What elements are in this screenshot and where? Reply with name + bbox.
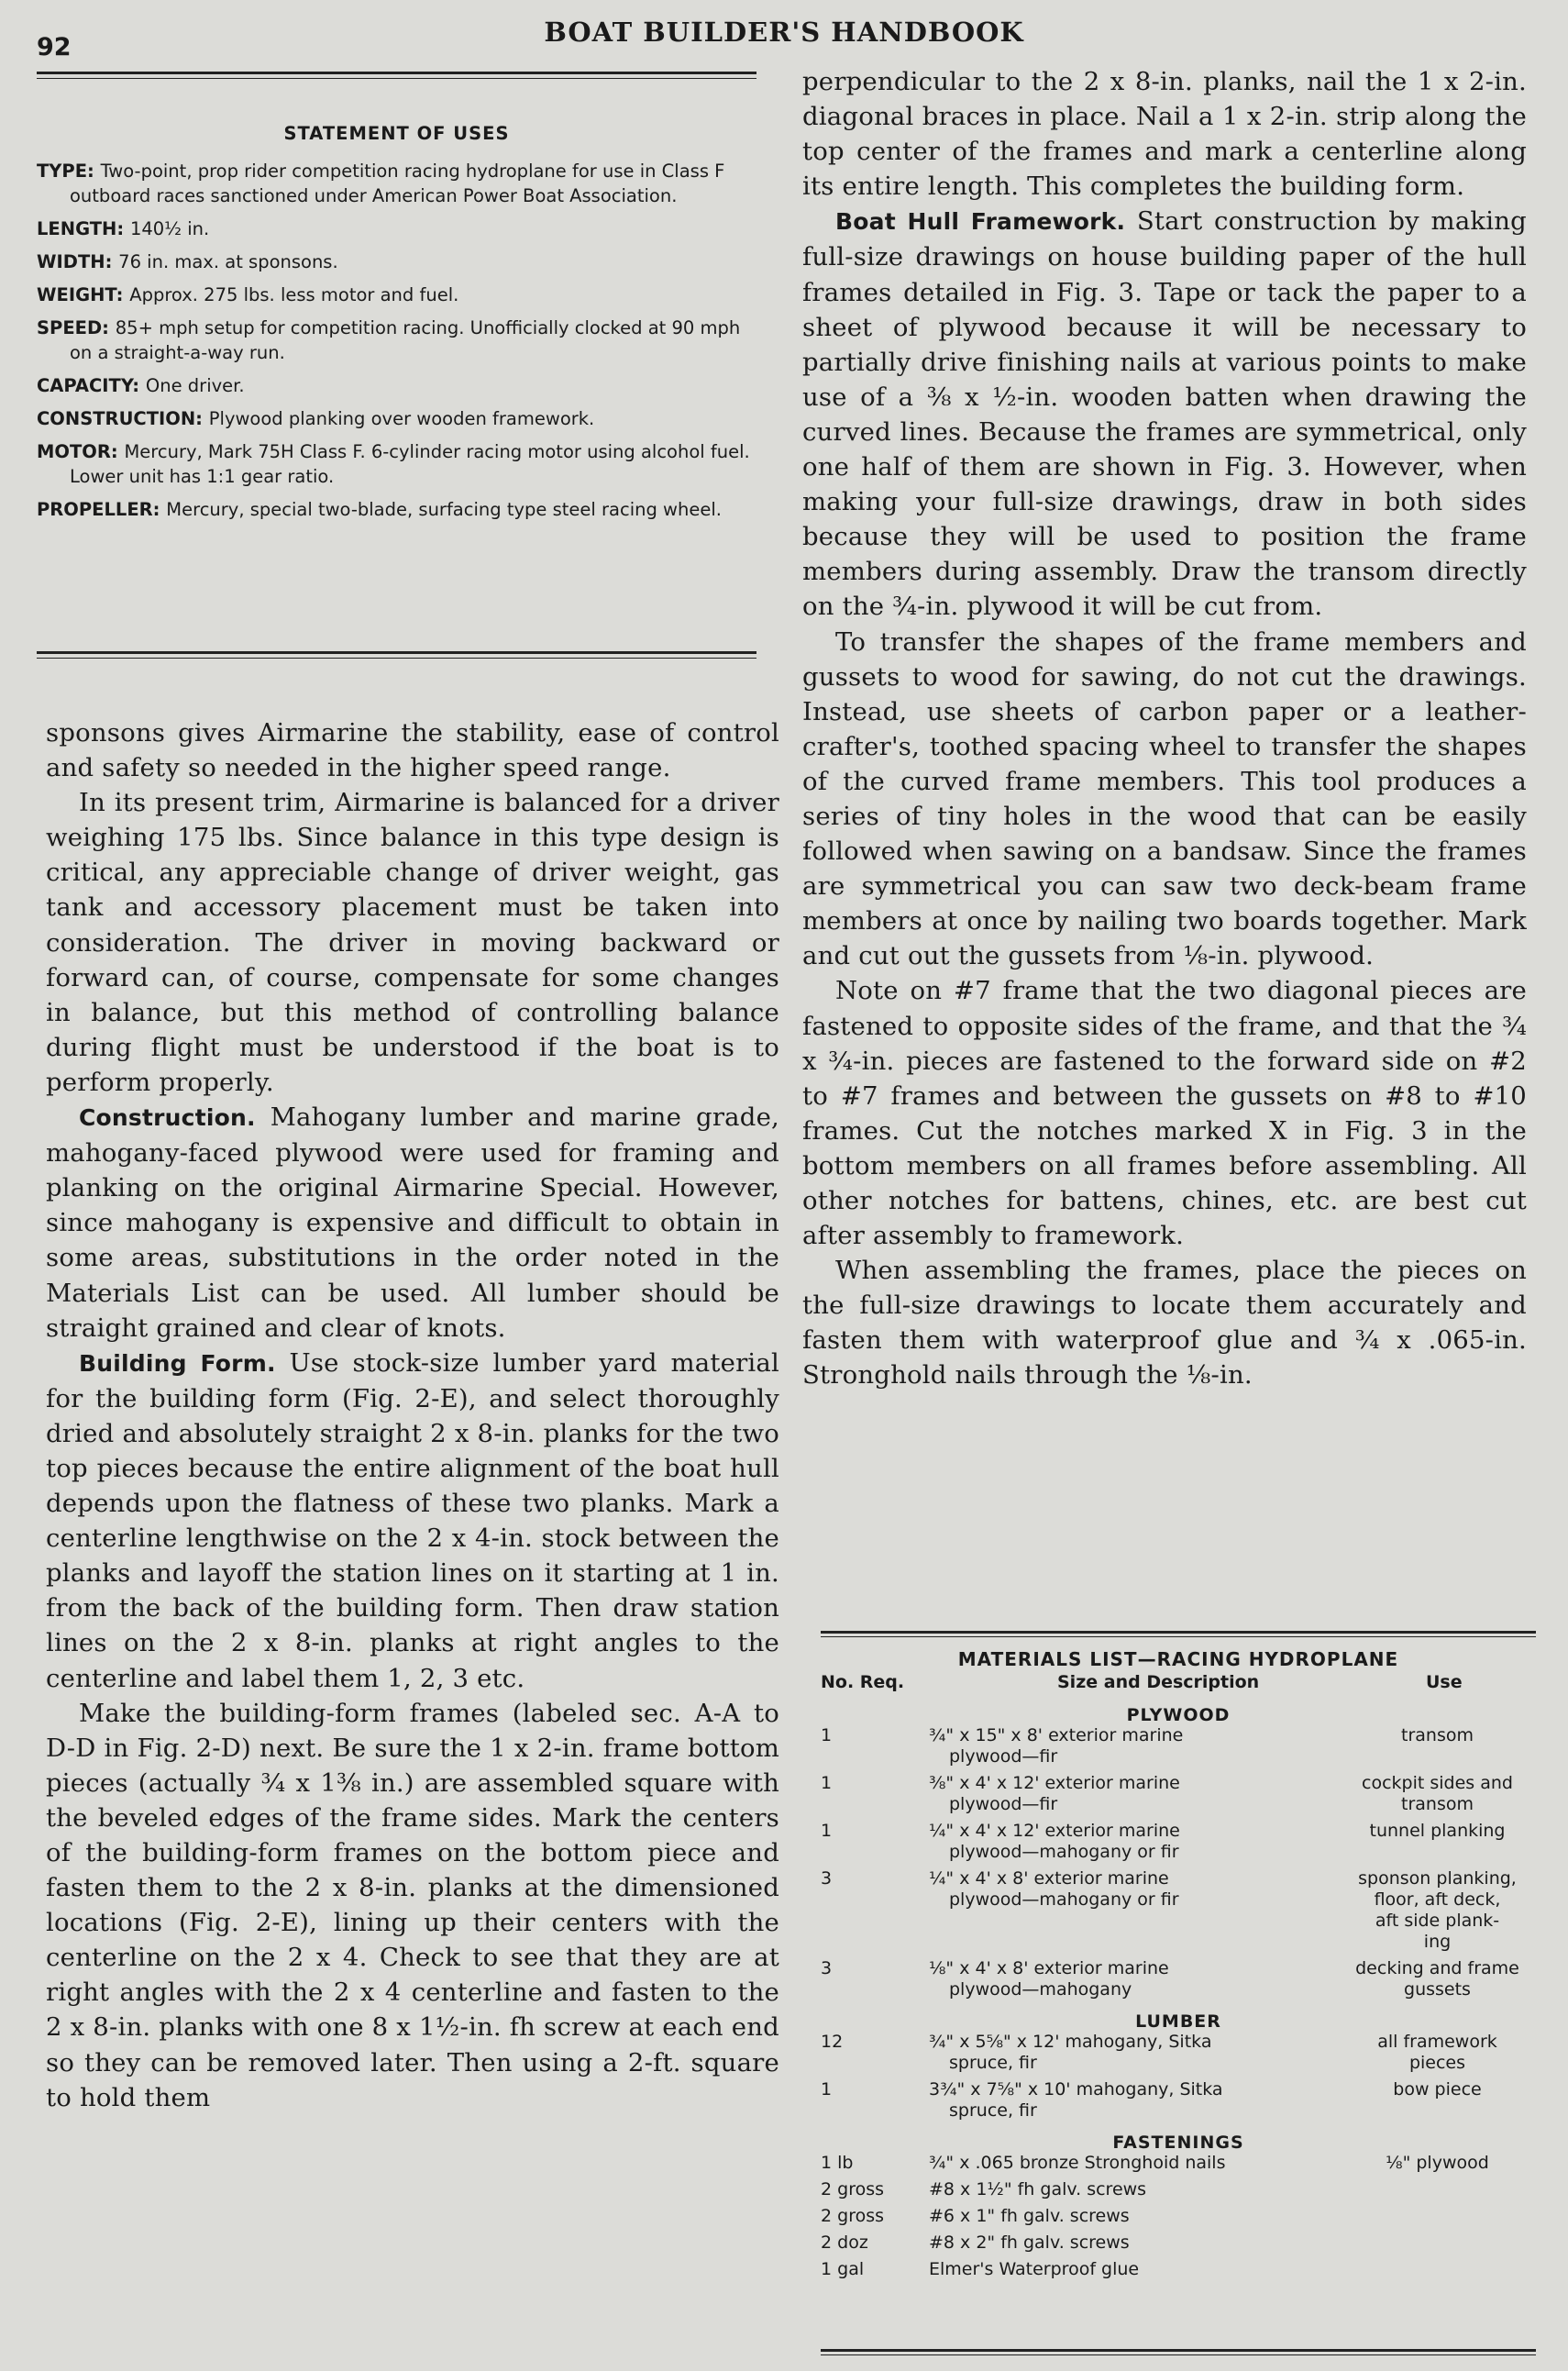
materials-size (929, 2032, 1268, 2074)
page-number: 92 (37, 33, 72, 61)
materials-size (929, 2079, 1268, 2122)
right-column-text (802, 64, 1527, 1393)
materials-use-line: cockpit sides and (1362, 1773, 1513, 1793)
statement-of-uses-box (37, 72, 756, 668)
materials-row (821, 2233, 1536, 2259)
statement-entry (37, 283, 756, 307)
statement-entry-label: CONSTRUCTION: (37, 408, 209, 429)
statement-entry-text: Mercury, special two-blade, surfacing type steel racing wheel. (166, 499, 722, 520)
materials-col-use: Use (1426, 1672, 1463, 1692)
left-paragraph (46, 1696, 779, 2115)
materials-size-line: ¼" x 4' x 8' exterior marine (929, 1868, 1169, 1889)
materials-size-line: #6 x 1" fh galv. screws (929, 2206, 1130, 2226)
statement-bottom-rule (37, 651, 756, 659)
paragraph-text: Mahogany lumber and marine grade, mahogany-faced plywood were used for framing and planking on the original Airmarine Special. However, since mahogany is expensive and difficult to obtain in some areas, substitutions in the order noted in the Materials List can be used. All lumber should be straight grained and clear of knots. (46, 1102, 779, 1343)
materials-qty: 1 (821, 2079, 833, 2100)
materials-size (929, 2179, 1268, 2200)
materials-top-rule (821, 1631, 1536, 1637)
statement-entry-label: WEIGHT: (37, 284, 130, 305)
materials-size-line: ⅛" x 4' x 8' exterior marine (929, 1958, 1169, 1978)
materials-use (1339, 1821, 1536, 1842)
materials-qty: 12 (821, 2032, 844, 2052)
statement-entry-label: MOTOR: (37, 441, 125, 462)
materials-qty: 1 (821, 1773, 833, 1793)
paragraph-text: perpendicular to the 2 x 8-in. planks, nail the 1 x 2-in. diagonal braces in place. Nail a 1 x 2-in. strip along the top center of the frames and mark a centerline along its entire length. This completes the building form. (802, 67, 1527, 202)
statement-entry-label: PROPELLER: (37, 499, 167, 520)
statement-entry-text: One driver. (145, 375, 245, 396)
right-paragraph (802, 625, 1527, 974)
run-in-heading: Construction. (79, 1104, 256, 1132)
materials-qty: 2 gross (821, 2179, 885, 2199)
materials-size-line: spruce, fir (949, 2100, 1037, 2121)
materials-use-line: aft side plank- (1375, 1911, 1500, 1931)
materials-row (821, 1773, 1536, 1821)
paragraph-text: When assembling the frames, place the pieces on the full-size drawings to locate them accurately and fasten them with waterproof glue and ¾ x .065-in. Stronghold nails through the ⅛-in. (802, 1256, 1527, 1390)
right-paragraph (802, 973, 1527, 1253)
materials-row (821, 2259, 1536, 2286)
materials-size-line: plywood—mahogany or fir (949, 1842, 1179, 1862)
materials-use-line: bow piece (1393, 2079, 1482, 2100)
statement-entry (37, 439, 756, 489)
materials-col-size: Size and Description (1057, 1672, 1260, 1692)
statement-entry (37, 159, 756, 208)
materials-use (1339, 2079, 1536, 2100)
materials-size (929, 2233, 1268, 2254)
materials-size-line: ¼" x 4' x 12' exterior marine (929, 1821, 1180, 1841)
statement-entry (37, 406, 756, 431)
materials-size (929, 2259, 1268, 2280)
statement-top-rule (37, 72, 756, 79)
materials-size-line: spruce, fir (949, 2053, 1037, 2073)
materials-use (1339, 2032, 1536, 2074)
materials-size-line: plywood—fir (949, 1794, 1058, 1814)
materials-qty: 1 (821, 1821, 833, 1841)
materials-size-line: ¾" x 5⅝" x 12' mahogany, Sitka (929, 2032, 1212, 2052)
left-paragraph (46, 715, 779, 785)
paragraph-text: Make the building-form frames (labeled sec. A-A to D-D in Fig. 2-D) next. Be sure the 1 x 2-in. frame bottom pieces (actually ¾ x 1⅜ in.) are assembled square with the beveled edges of the frame sides. Mark the centers of the building-form frames on the bottom piece and fasten them to the 2 x 8-in. planks at the dimensioned locations (Fig. 2-E), lining up their centers with the centerline on the 2 x 4. Check to see that they are at right angles with the 2 x 4 centerline and fasten to the 2 x 8-in. planks with one 8 x 1½-in. fh screw at each end so they can be removed later. Then using a 2-ft. square to hold them (46, 1698, 779, 2112)
statement-entry (37, 249, 756, 274)
statement-entry (37, 316, 756, 365)
statement-entry-label: TYPE: (37, 161, 101, 182)
materials-size-line: 3¾" x 7⅝" x 10' mahogany, Sitka (929, 2079, 1223, 2100)
materials-size-line: plywood—mahogany (949, 1979, 1132, 2000)
statement-entry-label: LENGTH: (37, 218, 130, 239)
statement-entry-label: SPEED: (37, 317, 116, 338)
materials-size (929, 2153, 1268, 2174)
left-paragraph (46, 1346, 779, 1696)
right-paragraph (802, 204, 1527, 624)
materials-use (1339, 1773, 1536, 1815)
materials-row (821, 1868, 1536, 1958)
paragraph-text: To transfer the shapes of the frame members and gussets to wood for sawing, do not cut the drawings. Instead, use sheets of carbon paper or a leather-crafter's, toothed spacing wheel to transfer the shapes of the curved frame members. This tool produces a series of tiny holes in the wood that can be easily followed when sawing on a bandsaw. Since the frames are symmetrical you can saw two deck-beam frame members at once by nailing two boards together. Mark and cut out the gussets from ⅛-in. plywood. (802, 626, 1527, 971)
statement-entry-text: 140½ in. (129, 218, 210, 239)
statement-entry-text: Mercury, Mark 75H Class F. 6-cylinder racing motor using alcohol fuel. Lower unit has 1:1 gear ratio. (70, 441, 750, 487)
run-in-heading: Building Form. (79, 1349, 276, 1377)
materials-title: MATERIALS LIST—RACING HYDROPLANE (957, 1648, 1399, 1670)
materials-size-line: ⅜" x 4' x 12' exterior marine (929, 1773, 1180, 1793)
materials-section-heading: FASTENINGS (1112, 2133, 1244, 2153)
statement-entry-text: 76 in. max. at sponsons. (118, 251, 338, 272)
materials-row (821, 2179, 1536, 2206)
materials-use-line: all framework (1377, 2032, 1497, 2052)
materials-use (1339, 1868, 1536, 1953)
paragraph-text: Start construction by making full-size drawings on house building paper of the hull frames detailed in Fig. 3. Tape or tack the paper to a sheet of plywood because it will be necessary to partially drive finishing nails at various points to make use of a ⅜ x ½-in. wooden batten when drawing the curved lines. Because the frames are symmetrical, only one half of them are shown in Fig. 3. However, when making your full-size drawings, draw in both sides because they will be used to position the frame members during assembly. Draw the transom directly on the ¾-in. plywood it will be cut from. (802, 206, 1527, 622)
materials-size-line: plywood—fir (949, 1746, 1058, 1767)
statement-entry-text: Plywood planking over wooden framework. (208, 408, 595, 429)
materials-bottom-rule (821, 2349, 1536, 2355)
materials-use (1339, 1958, 1536, 2000)
materials-row (821, 2032, 1536, 2079)
materials-size (929, 2206, 1268, 2227)
materials-qty: 1 lb (821, 2153, 854, 2173)
materials-col-no: No. Req. (821, 1672, 905, 1692)
materials-qty: 2 gross (821, 2206, 885, 2226)
materials-list-box (821, 1631, 1536, 2355)
materials-size (929, 1773, 1268, 1815)
materials-use-line: sponson planking, (1358, 1868, 1517, 1889)
paragraph-text: Note on #7 frame that the two diagonal pieces are fastened to opposite sides of the frame, and that the ¾ x ¾-in. pieces are fastened to the forward side on #2 to #7 frames and between the gussets on #8 to #10 frames. Cut the notches marked X in Fig. 3 in the bottom members on all frames before assembling. All other notches for battens, chines, etc. are best cut after assembly to framework. (802, 976, 1527, 1251)
materials-use-line: transom (1401, 1725, 1474, 1745)
materials-qty: 1 gal (821, 2259, 865, 2279)
statement-entry-text: Approx. 275 lbs. less motor and fuel. (129, 284, 459, 305)
statement-entry-text: Two-point, prop rider competition racing hydroplane for use in Class F outboard races sanctioned under American Power Boat Association. (70, 161, 725, 206)
materials-size (929, 1725, 1268, 1767)
statement-entry (37, 373, 756, 398)
materials-qty: 3 (821, 1958, 833, 1978)
paragraph-text: Use stock-size lumber yard material for the building form (Fig. 2-E), and select thoroughly dried and absolutely straight 2 x 8-in. planks for the two top pieces because the entire alignment of the boat hull depends upon the flatness of these two planks. Mark a centerline lengthwise on the 2 x 4-in. stock between the planks and layoff the station lines on it starting at 1 in. from the back of the building form. Then draw station lines on the 2 x 8-in. planks at right angles to the centerline and label them 1, 2, 3 etc. (46, 1347, 779, 1693)
right-paragraph (802, 64, 1527, 204)
materials-qty: 1 (821, 1725, 833, 1745)
paragraph-text: In its present trim, Airmarine is balanced for a driver weighing 175 lbs. Since balance in this type design is critical, any appreciable change of driver weight, gas tank and accessory placement must be taken into consideration. The driver in moving backward or forward can, of course, compensate for some changes in balance, but this method of controlling balance during flight must be understood if the boat is to perform properly. (46, 788, 779, 1097)
materials-size-line: ¾" x 15" x 8' exterior marine (929, 1725, 1184, 1745)
left-column-text (46, 715, 779, 2115)
statement-title: STATEMENT OF USES (283, 123, 510, 144)
materials-use-line: tunnel planking (1369, 1821, 1506, 1841)
run-in-heading: Boat Hull Framework. (835, 208, 1126, 236)
materials-row (821, 2079, 1536, 2127)
left-paragraph (46, 785, 779, 1100)
statement-entries (37, 159, 756, 522)
materials-use-line: decking and frame (1355, 1958, 1519, 1978)
materials-qty: 3 (821, 1868, 833, 1889)
materials-row (821, 2153, 1536, 2179)
materials-header-row (821, 1672, 1536, 1700)
materials-size (929, 1958, 1268, 2000)
materials-size-line: ¾" x .065 bronze Stronghoid nails (929, 2153, 1226, 2173)
materials-use-line: ing (1423, 1932, 1452, 1952)
materials-row (821, 1821, 1536, 1868)
statement-entry (37, 497, 756, 522)
materials-use-line: transom (1401, 1794, 1474, 1814)
materials-use (1339, 1725, 1536, 1746)
materials-row (821, 2206, 1536, 2233)
materials-size-line: #8 x 1½" fh galv. screws (929, 2179, 1147, 2199)
materials-use-line: ⅛" plywood (1386, 2153, 1489, 2173)
materials-size (929, 1868, 1268, 1911)
statement-entry (37, 216, 756, 241)
materials-size-line: plywood—mahogany or fir (949, 1889, 1179, 1910)
paragraph-text: sponsons gives Airmarine the stability, ease of control and safety so needed in the higher speed range. (46, 718, 779, 783)
materials-use (1339, 2153, 1536, 2174)
materials-use-line: gussets (1404, 1979, 1471, 2000)
materials-row (821, 1958, 1536, 2006)
right-paragraph (802, 1253, 1527, 1392)
materials-section-heading: LUMBER (1135, 2011, 1221, 2032)
running-title: BOAT BUILDER'S HANDBOOK (544, 17, 1024, 48)
materials-body (821, 1705, 1536, 2286)
materials-size-line: #8 x 2" fh galv. screws (929, 2233, 1130, 2253)
materials-use-line: floor, aft deck, (1374, 1889, 1501, 1910)
statement-entry-text: 85+ mph setup for competition racing. Unofficially clocked at 90 mph on a straight-a-way run. (70, 317, 741, 363)
materials-size-line: Elmer's Waterproof glue (929, 2259, 1140, 2279)
materials-qty: 2 doz (821, 2233, 868, 2253)
statement-entry-label: WIDTH: (37, 251, 119, 272)
left-paragraph (46, 1100, 779, 1346)
materials-size (929, 1821, 1268, 1863)
materials-use-line: pieces (1408, 2053, 1466, 2073)
materials-row (821, 1725, 1536, 1773)
materials-section-heading: PLYWOOD (1126, 1705, 1231, 1725)
statement-entry-label: CAPACITY: (37, 375, 146, 396)
